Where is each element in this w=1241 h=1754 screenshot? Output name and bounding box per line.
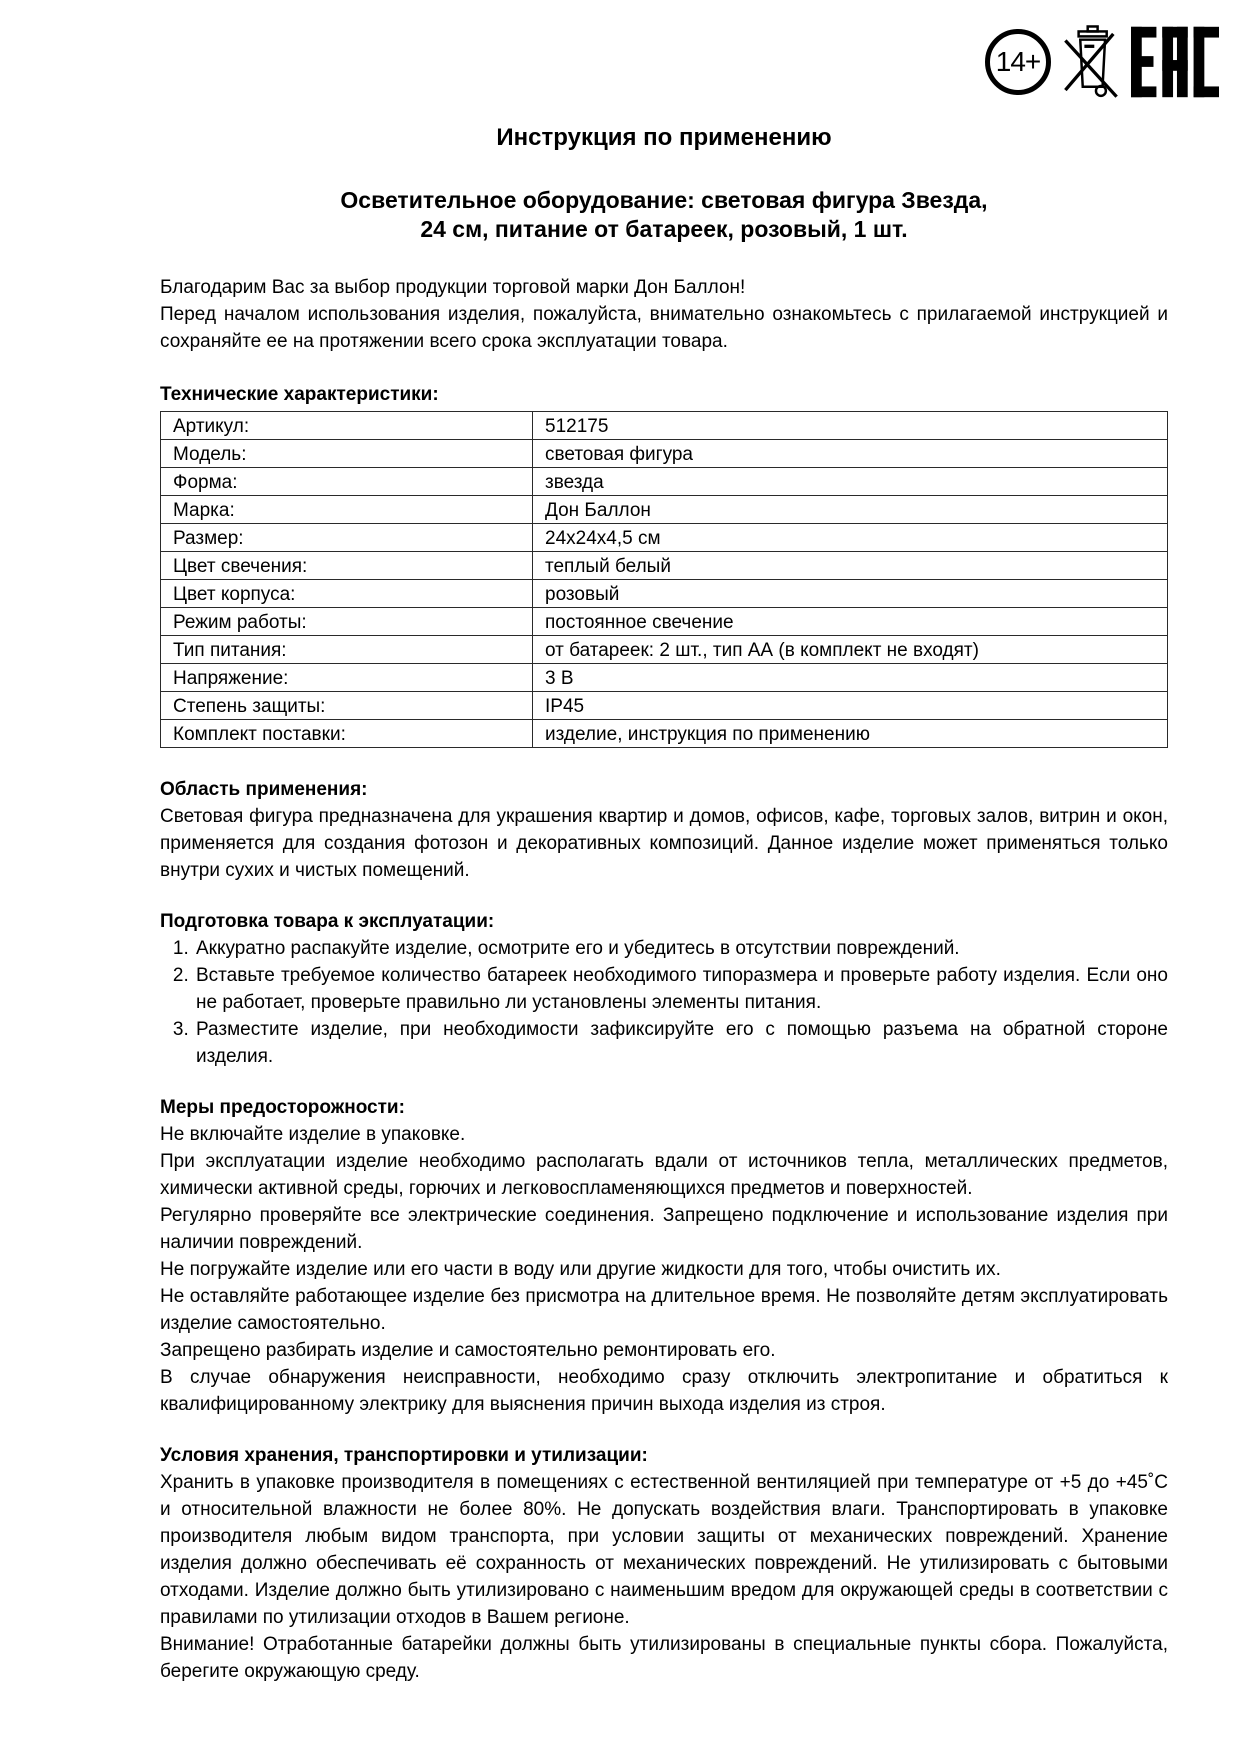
spec-label-cell: Тип питания:: [161, 636, 533, 664]
spec-label-cell: Режим работы:: [161, 608, 533, 636]
spec-label-cell: Модель:: [161, 440, 533, 468]
spec-label-cell: Артикул:: [161, 412, 533, 440]
spec-row: [161, 664, 1168, 692]
spec-value-cell: 3 В: [533, 664, 1168, 692]
precaution-paragraph: В случае обнаружения неисправности, необходимо сразу отключить электропитание и обратиться к квалифицированному электрику для выяснения причин выхода изделия из строя.: [160, 1367, 1168, 1415]
spec-value-cell: розовый: [533, 580, 1168, 608]
product-subtitle-line-2: 24 см, питание от батареек, розовый, 1 шт.: [420, 216, 908, 242]
spec-value-cell: световая фигура: [533, 440, 1168, 468]
intro-thanks-paragraph: Благодарим Вас за выбор продукции торговой марки Дон Баллон!: [160, 277, 746, 298]
age-rating-label: 14+: [995, 46, 1041, 77]
specs-heading: Технические характеристики:: [160, 384, 439, 405]
preparation-step: 2. Вставьте требуемое количество батареек необходимого типоразмера и проверьте работу изделия. Если оно не работает, проверьте правильно ли установлены элементы питания.: [194, 962, 1168, 1016]
spec-value-cell: Дон Баллон: [533, 496, 1168, 524]
intro-note-paragraph: Перед началом использования изделия, пожалуйста, внимательно ознакомьтесь с прилагаемой инструкцией и сохраняйте ее на протяжении всего срока эксплуатации товара.: [160, 304, 1168, 352]
storage-paragraph: Хранить в упаковке производителя в помещениях с естественной вентиляцией при температуре от +5 до +45˚С и относительной влажности не более 80%. Не допускать воздействия влаги. Транспортировать в упаковке производителя любым видом транспорта, при условии защиты от механических повреждений. Хранение изделия должно обеспечивать её сохранность от механических повреждений. Не утилизировать с бытовыми отходами. Изделие должно быть утилизировано с наименьшим вредом для окружающей среды в соответствии с правилами по утилизации отходов в Вашем регионе.: [160, 1472, 1168, 1628]
spec-value-cell: 512175: [533, 412, 1168, 440]
storage-heading: Условия хранения, транспортировки и утилизации:: [160, 1445, 648, 1466]
spec-value-cell: изделие, инструкция по применению: [533, 720, 1168, 748]
spec-value-cell: от батареек: 2 шт., тип АА (в комплект не входят): [533, 636, 1168, 664]
spec-value-cell: звезда: [533, 468, 1168, 496]
spec-row: [161, 412, 1168, 440]
spec-label-cell: Цвет свечения:: [161, 552, 533, 580]
battery-disposal-warning: Внимание! Отработанные батарейки должны быть утилизированы в специальные пункты сбора. Пожалуйста, берегите окружающую среду.: [160, 1634, 1168, 1682]
spec-label-cell: Размер:: [161, 524, 533, 552]
preparation-step: 1. Аккуратно распакуйте изделие, осмотрите его и убедитесь в отсутствии повреждений.: [194, 935, 1168, 962]
spec-label-cell: Степень защиты:: [161, 692, 533, 720]
specs-table: [160, 411, 1168, 748]
precaution-paragraph: Регулярно проверяйте все электрические соединения. Запрещено подключение и использование изделия при наличии повреждений.: [160, 1205, 1168, 1253]
section-application-area: [160, 776, 1168, 884]
section-preparation: [160, 908, 1168, 1070]
spec-label-cell: Напряжение:: [161, 664, 533, 692]
spec-row: [161, 636, 1168, 664]
precaution-paragraph: Не включайте изделие в упаковке.: [160, 1124, 466, 1145]
precautions-heading: Меры предосторожности:: [160, 1097, 405, 1118]
spec-row: [161, 608, 1168, 636]
spec-row: [161, 496, 1168, 524]
spec-value-cell: 24х24х4,5 см: [533, 524, 1168, 552]
spec-row: [161, 552, 1168, 580]
product-subtitle-line-1: Осветительное оборудование: световая фигура Звезда,: [340, 187, 988, 213]
spec-value-cell: IP45: [533, 692, 1168, 720]
spec-label-cell: Цвет корпуса:: [161, 580, 533, 608]
product-subtitle: [160, 186, 1168, 244]
precaution-paragraph: Запрещено разбирать изделие и самостоятельно ремонтировать его.: [160, 1340, 776, 1361]
spec-row: [161, 692, 1168, 720]
application-area-heading: Область применения:: [160, 779, 368, 800]
spec-row: [161, 524, 1168, 552]
spec-row: [161, 580, 1168, 608]
spec-row: [161, 440, 1168, 468]
preparation-steps-list: [160, 935, 1168, 1070]
precaution-paragraph: Не погружайте изделие или его части в воду или другие жидкости для того, чтобы очистить их.: [160, 1259, 1001, 1280]
spec-row: [161, 468, 1168, 496]
preparation-heading: Подготовка товара к эксплуатации:: [160, 911, 495, 932]
spec-label-cell: Комплект поставки:: [161, 720, 533, 748]
precaution-paragraph: При эксплуатации изделие необходимо располагать вдали от источников тепла, металлических предметов, химически активной среды, горючих и легковоспламеняющихся предметов и поверхностей.: [160, 1151, 1168, 1199]
spec-value-cell: постоянное свечение: [533, 608, 1168, 636]
page-title: Инструкция по применению: [496, 124, 832, 151]
document-content: [160, 0, 1168, 1685]
section-storage-transport-disposal: [160, 1442, 1168, 1685]
spec-row: [161, 720, 1168, 748]
preparation-step: 3. Разместите изделие, при необходимости зафиксируйте его с помощью разъема на обратной стороне изделия.: [194, 1016, 1168, 1070]
spec-label-cell: Марка:: [161, 496, 533, 524]
application-area-paragraph: Световая фигура предназначена для украшения квартир и домов, офисов, кафе, торговых залов, витрин и окон, применяется для создания фотозон и декоративных композиций. Данное изделие может применяться только внутри сухих и чистых помещений.: [160, 806, 1168, 881]
precaution-paragraph: Не оставляйте работающее изделие без присмотра на длительное время. Не позволяйте детям эксплуатировать изделие самостоятельно.: [160, 1286, 1168, 1334]
spec-label-cell: Форма:: [161, 468, 533, 496]
spec-value-cell: теплый белый: [533, 552, 1168, 580]
section-precautions: [160, 1094, 1168, 1418]
